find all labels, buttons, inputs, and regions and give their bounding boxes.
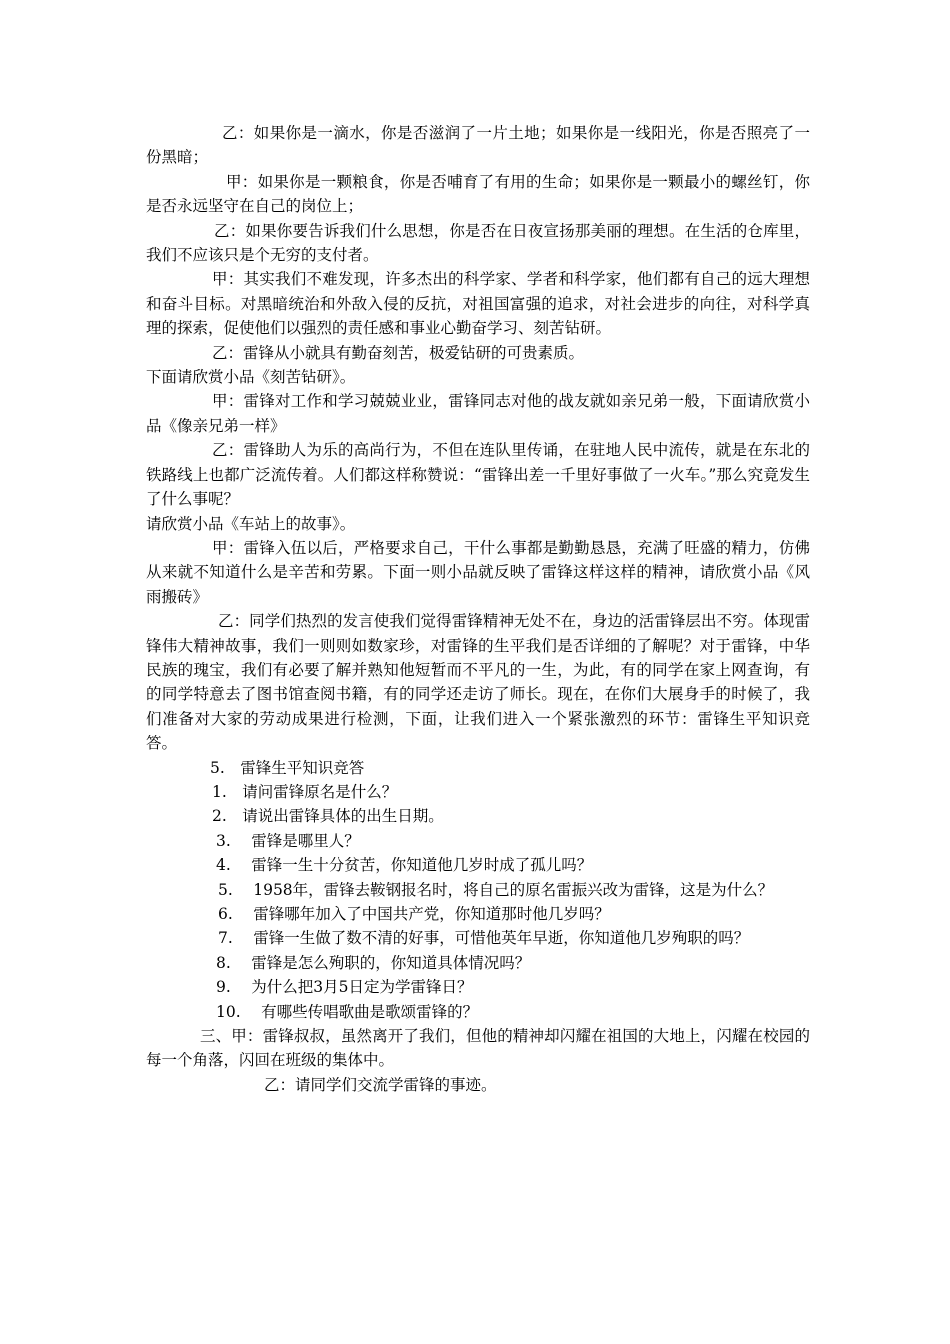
section-heading: 5. 雷锋生平知识竞答 — [210, 758, 365, 777]
quiz-question: 4. 雷锋一生十分贫苦，你知道他几岁时成了孤儿吗？ — [216, 856, 593, 875]
paragraph: 乙：同学们热烈的发言使我们觉得雷锋精神无处不在，身边的活雷锋层出不穷。体现雷锋伟大精神故事，我们一则则如数家珍，对雷锋的生平我们是否详细的了解呢？对于雷锋，中华民族的瑰宝，我们有必要了解并熟知他短暂而不平凡的一生，为此，有的同学在家上网查询，有的同学特意去了图书馆查阅书籍，有的同学还走访了师长。现在，在你们大展身手的时候了，我们准备对大家的劳动成果进行检测，下面，让我们进入一个紧张激烈的环节：雷锋生平知识竞答。 — [146, 612, 810, 753]
quiz-question: 6. 雷锋哪年加入了中国共产党，你知道那时他几岁吗？ — [218, 905, 610, 923]
quiz-question: 2. 请说出雷锋具体的出生日期。 — [212, 807, 444, 826]
quiz-question: 1. 请问雷锋原名是什么？ — [212, 782, 398, 801]
quiz-question: 10. 有哪些传唱歌曲是歌颂雷锋的？ — [216, 1002, 479, 1021]
paragraph: 三、甲：雷锋叔叔，虽然离开了我们，但他的精神却闪耀在祖国的大地上，闪耀在校园的每一个角落，闪回在班级的集体中。 — [146, 1027, 810, 1070]
paragraph: 甲：其实我们不难发现，许多杰出的科学家、学者和科学家，他们都有自己的远大理想和奋斗目标。对黑暗统治和外敌入侵的反抗，对祖国富强的追求，对社会进步的向往，对科学真理的探索，促使他们以强烈的责任感和事业心勤奋学习、刻苦钻研。 — [146, 270, 810, 338]
paragraph: 乙：如果你是一滴水，你是否滋润了一片土地；如果你是一线阳光，你是否照亮了一份黑暗； — [146, 124, 810, 167]
paragraph: 甲：雷锋对工作和学习兢兢业业，雷锋同志对他的战友就如亲兄弟一般，下面请欣赏小品《像亲兄弟一样》 — [146, 392, 810, 435]
paragraph: 乙：如果你要告诉我们什么思想，你是否在日夜宣扬那美丽的理想。在生活的仓库里，我们不应该只是个无穷的支付者。 — [146, 221, 810, 265]
paragraph: 甲：雷锋入伍以后，严格要求自己，干什么事都是勤勤恳恳，充满了旺盛的精力，仿佛从来就不知道什么是辛苦和劳累。下面一则小品就反映了雷锋这样这样的精神，请欣赏小品《风雨搬砖》 — [146, 538, 810, 606]
quiz-question: 7. 雷锋一生做了数不清的好事，可惜他英年早逝，你知道他几岁殉职的吗？ — [218, 929, 750, 948]
paragraph: 乙：请同学们交流学雷锋的事迹。 — [264, 1075, 497, 1094]
quiz-question: 8. 雷锋是怎么殉职的，你知道具体情况吗？ — [216, 953, 531, 972]
quiz-question: 5. 1958年，雷锋去鞍钢报名时，将自己的原名雷振兴改为雷锋，这是为什么？ — [218, 880, 774, 899]
quiz-question: 3. 雷锋是哪里人？ — [216, 831, 360, 850]
paragraph: 乙：雷锋从小就具有勤奋刻苦，极爱钻研的可贵素质。 — [212, 343, 585, 362]
document-body — [146, 121, 810, 1097]
paragraph: 甲：如果你是一颗粮食，你是否哺育了有用的生命；如果你是一颗最小的螺丝钉，你是否永远坚守在自己的岗位上； — [146, 172, 810, 216]
paragraph: 请欣赏小品《车站上的故事》。 — [146, 514, 356, 533]
paragraph: 下面请欣赏小品《刻苦钻研》。 — [146, 368, 356, 387]
paragraph: 乙：雷锋助人为乐的高尚行为，不但在连队里传诵，在驻地人民中流传，就是在东北的铁路线上也都广泛流传着。人们都这样称赞说：“雷锋出差一千里好事做了一火车。”那么究竟发生了什么事呢？ — [146, 441, 810, 509]
quiz-question: 9. 为什么把3月5日定为学雷锋日？ — [216, 978, 473, 997]
